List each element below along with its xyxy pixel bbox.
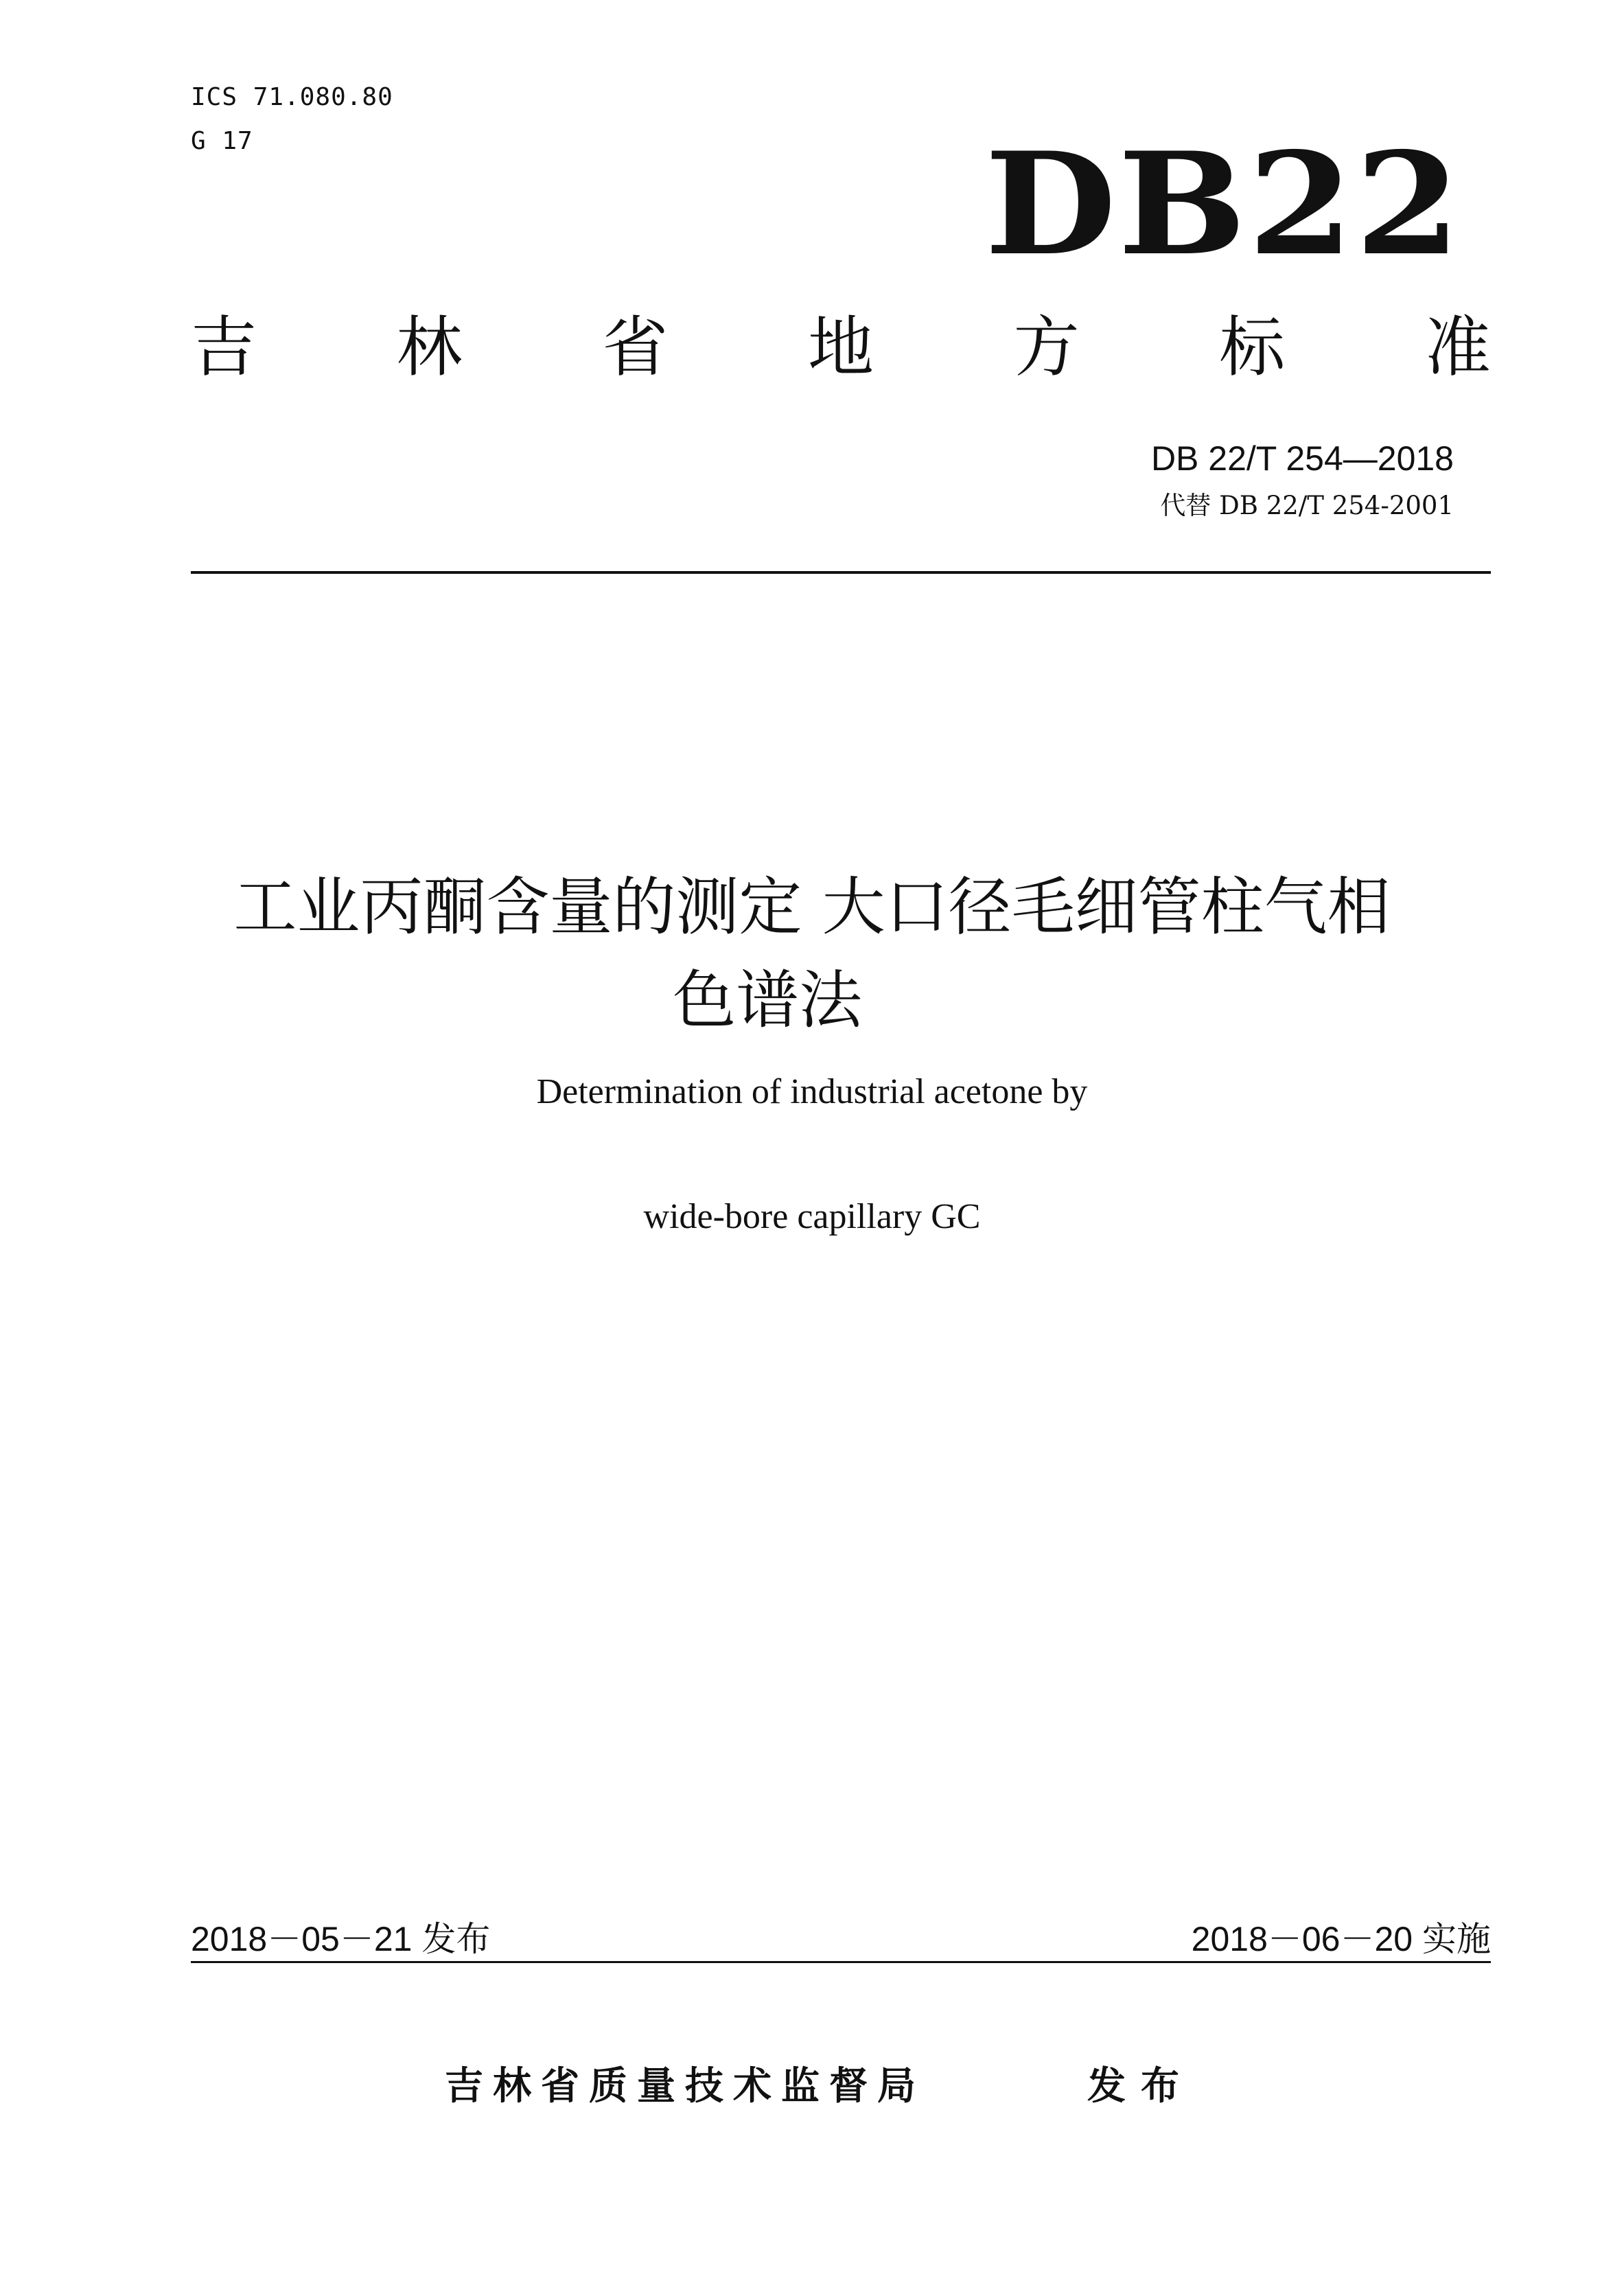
classification-code: G 17 <box>191 127 253 155</box>
heading-char: 方 <box>1013 309 1080 386</box>
footer-divider <box>191 1961 1491 1963</box>
standard-heading <box>191 309 1491 386</box>
heading-char: 省 <box>602 309 669 386</box>
title-chinese-line-2: 色谱法 <box>672 964 862 1037</box>
heading-char: 吉 <box>191 309 257 386</box>
implementation-date: 2018－06－20 实施 <box>1191 1920 1491 1958</box>
replaced-standard: 代替 DB 22/T 254-2001 <box>1160 491 1454 520</box>
heading-char: 准 <box>1424 309 1491 386</box>
heading-char: 地 <box>807 309 874 386</box>
header-divider <box>191 571 1491 574</box>
title-english-line-1: Determination of industrial acetone by <box>536 1072 1088 1111</box>
heading-char: 标 <box>1219 309 1286 386</box>
db22-logo: DB22 <box>984 122 1462 287</box>
title-english-line-2: wide-bore capillary GC <box>643 1197 981 1236</box>
issue-date: 2018－05－21 发布 <box>191 1920 491 1958</box>
issuing-authority: 吉林省质量技术监督局 <box>445 2064 925 2109</box>
heading-char: 林 <box>396 309 463 386</box>
ics-code: ICS 71.080.80 <box>191 83 393 111</box>
title-chinese-line-1: 工业丙酮含量的测定 大口径毛细管柱气相 <box>233 870 1391 944</box>
standard-number: DB 22/T 254—2018 <box>1150 439 1454 478</box>
issuer-action: 发布 <box>1087 2064 1194 2109</box>
